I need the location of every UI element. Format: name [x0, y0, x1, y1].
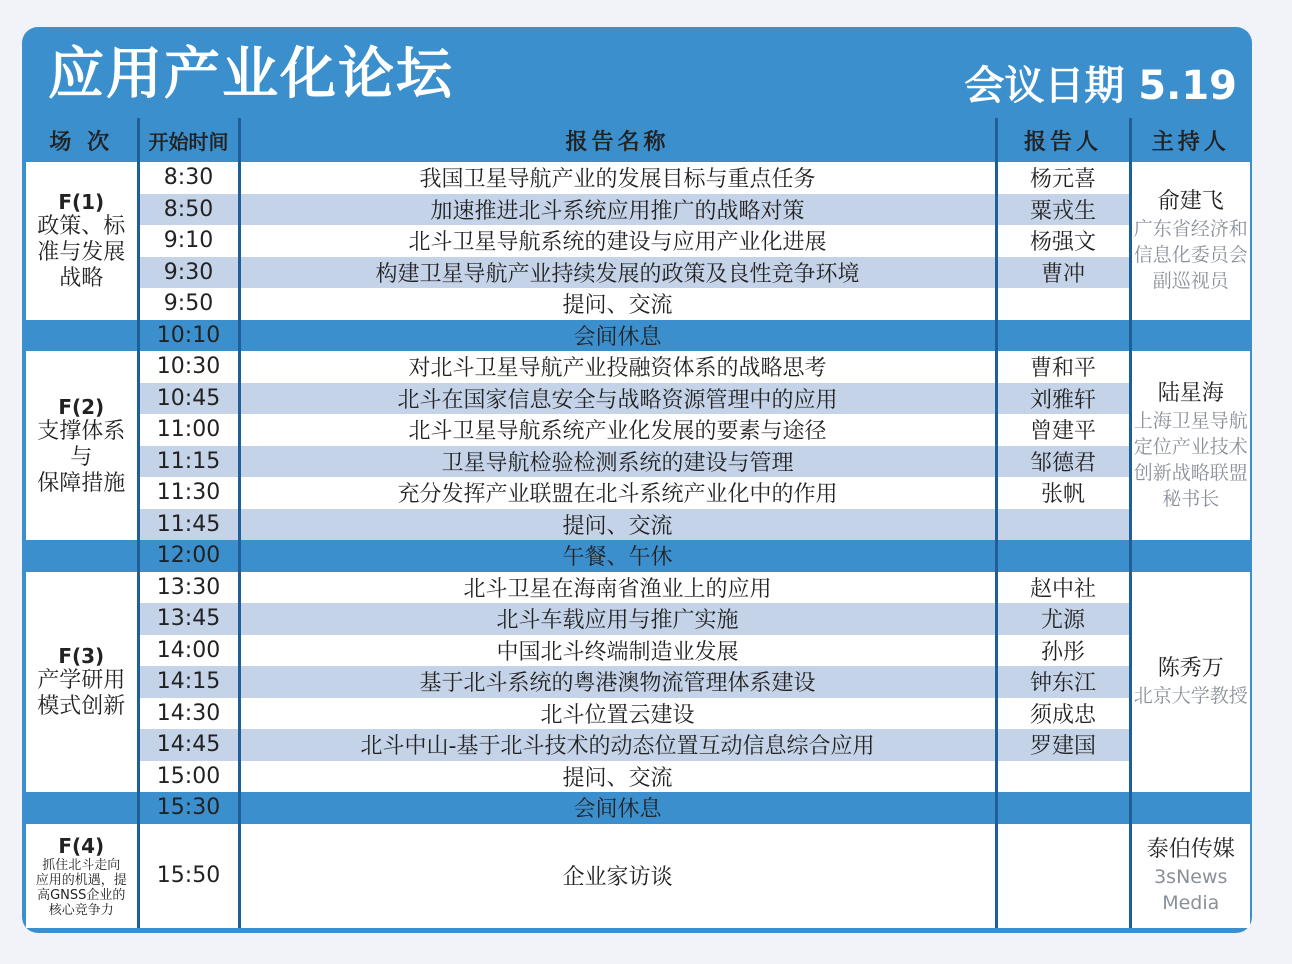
break-label: 会间休息 — [239, 320, 996, 352]
table-row — [26, 257, 1250, 289]
break-row — [26, 540, 1250, 572]
break-time: 10:10 — [138, 320, 239, 352]
session-name: 抓住北斗走向 应用的机遇，提 高GNSS企业的 核心竞争力 — [35, 857, 127, 918]
page-title: 应用产业化论坛 — [48, 42, 454, 107]
speaker-name: 曹和平 — [996, 351, 1130, 383]
table-row — [26, 635, 1250, 667]
table-row — [26, 288, 1250, 320]
column-header-host: 主持人 — [1130, 118, 1250, 162]
start-time: 8:50 — [138, 194, 239, 226]
report-title: 基于北斗系统的粤港澳物流管理体系建设 — [239, 666, 996, 698]
start-time: 11:00 — [138, 414, 239, 446]
speaker-name: 杨强文 — [996, 225, 1130, 257]
table-row — [26, 351, 1250, 383]
break-label: 会间休息 — [239, 792, 996, 824]
start-time: 9:30 — [138, 257, 239, 289]
host-name: 陆星海 — [1157, 380, 1224, 406]
table-row — [26, 698, 1250, 730]
table-row — [26, 761, 1250, 793]
speaker-name: 刘雅轩 — [996, 383, 1130, 415]
report-title: 北斗位置云建设 — [239, 698, 996, 730]
speaker-name: 曹冲 — [996, 257, 1130, 289]
session-name: 支撑体系 与 保障措施 — [37, 418, 126, 496]
start-time: 9:50 — [138, 288, 239, 320]
break-time: 12:00 — [138, 540, 239, 572]
column-header-start-time: 开始时间 — [138, 118, 239, 162]
report-title: 我国卫星导航产业的发展目标与重点任务 — [239, 162, 996, 194]
table-row — [26, 225, 1250, 257]
break-session-cell — [26, 540, 138, 572]
host-name: 泰伯传媒 — [1146, 836, 1235, 862]
speaker-name — [996, 288, 1130, 320]
break-label: 午餐、午休 — [239, 540, 996, 572]
table-row — [26, 162, 1250, 194]
start-time: 10:30 — [138, 351, 239, 383]
start-time: 11:45 — [138, 509, 239, 541]
start-time: 14:00 — [138, 635, 239, 667]
host-cell — [1130, 351, 1250, 540]
break-speaker-cell — [996, 320, 1130, 352]
table-row — [26, 603, 1250, 635]
meeting-date: 会议日期 5.19 — [964, 63, 1237, 109]
start-time: 11:30 — [138, 477, 239, 509]
host-title: 北京大学教授 — [1133, 684, 1248, 707]
session-cell — [26, 351, 138, 540]
column-header-speaker: 报告人 — [996, 118, 1130, 162]
table-row — [26, 509, 1250, 541]
report-title: 北斗卫星在海南省渔业上的应用 — [239, 572, 996, 604]
session-cell — [26, 572, 138, 793]
speaker-name: 赵中社 — [996, 572, 1130, 604]
speaker-name: 曾建平 — [996, 414, 1130, 446]
break-host-cell — [1130, 320, 1250, 352]
start-time: 14:30 — [138, 698, 239, 730]
table-row — [26, 477, 1250, 509]
break-row — [26, 792, 1250, 824]
start-time: 8:30 — [138, 162, 239, 194]
table-row — [26, 446, 1250, 478]
speaker-name — [996, 509, 1130, 541]
report-title: 企业家访谈 — [239, 824, 996, 928]
start-time: 9:10 — [138, 225, 239, 257]
session-code: F(1) — [58, 189, 105, 214]
table-row — [26, 824, 1250, 928]
report-title: 充分发挥产业联盟在北斗系统产业化中的作用 — [239, 477, 996, 509]
report-title: 构建卫星导航产业持续发展的政策及良性竞争环境 — [239, 257, 996, 289]
session-cell — [26, 824, 138, 928]
session-name: 政策、标 准与发展 战略 — [37, 213, 126, 291]
session-cell — [26, 162, 138, 320]
report-title: 北斗车载应用与推广实施 — [239, 603, 996, 635]
speaker-name: 邹德君 — [996, 446, 1130, 478]
start-time: 14:15 — [138, 666, 239, 698]
host-title: 上海卫星导航 定位产业技术 创新战略联盟 秘书长 — [1133, 409, 1248, 510]
table-row — [26, 194, 1250, 226]
speaker-name: 杨元喜 — [996, 162, 1130, 194]
report-title: 中国北斗终端制造业发展 — [239, 635, 996, 667]
report-title: 卫星导航检验检测系统的建设与管理 — [239, 446, 996, 478]
column-header-report-title: 报告名称 — [239, 118, 996, 162]
report-title: 提问、交流 — [239, 761, 996, 793]
host-cell — [1130, 162, 1250, 320]
speaker-name: 罗建国 — [996, 729, 1130, 761]
speaker-name: 粟戎生 — [996, 194, 1130, 226]
break-host-cell — [1130, 540, 1250, 572]
break-session-cell — [26, 792, 138, 824]
table-header-row — [26, 118, 1250, 162]
break-speaker-cell — [996, 540, 1130, 572]
speaker-name: 须成忠 — [996, 698, 1130, 730]
table-row — [26, 729, 1250, 761]
speaker-name — [996, 761, 1130, 793]
break-time: 15:30 — [138, 792, 239, 824]
start-time: 13:45 — [138, 603, 239, 635]
session-code: F(4) — [58, 833, 105, 858]
start-time: 14:45 — [138, 729, 239, 761]
report-title: 北斗在国家信息安全与战略资源管理中的应用 — [239, 383, 996, 415]
host-cell — [1130, 824, 1250, 928]
start-time: 15:50 — [138, 824, 239, 928]
report-title: 北斗卫星导航系统产业化发展的要素与途径 — [239, 414, 996, 446]
start-time: 10:45 — [138, 383, 239, 415]
break-row — [26, 320, 1250, 352]
report-title: 对北斗卫星导航产业投融资体系的战略思考 — [239, 351, 996, 383]
host-title: 3sNews Media — [1154, 865, 1228, 914]
start-time: 15:00 — [138, 761, 239, 793]
report-title: 提问、交流 — [239, 509, 996, 541]
table-row — [26, 572, 1250, 604]
host-name: 陈秀万 — [1157, 655, 1224, 681]
schedule-table — [26, 118, 1250, 928]
report-title: 北斗中山-基于北斗技术的动态位置互动信息综合应用 — [239, 729, 996, 761]
start-time: 13:30 — [138, 572, 239, 604]
speaker-name: 尤源 — [996, 603, 1130, 635]
report-title: 北斗卫星导航系统的建设与应用产业化进展 — [239, 225, 996, 257]
table-row — [26, 383, 1250, 415]
break-session-cell — [26, 320, 138, 352]
session-code: F(2) — [58, 394, 105, 419]
speaker-name — [996, 824, 1130, 928]
table-row — [26, 666, 1250, 698]
host-title: 广东省经济和 信息化委员会 副巡视员 — [1133, 217, 1248, 292]
break-host-cell — [1130, 792, 1250, 824]
session-name: 产学研用 模式创新 — [37, 667, 126, 719]
speaker-name: 孙彤 — [996, 635, 1130, 667]
start-time: 11:15 — [138, 446, 239, 478]
report-title: 加速推进北斗系统应用推广的战略对策 — [239, 194, 996, 226]
speaker-name: 张帆 — [996, 477, 1130, 509]
break-speaker-cell — [996, 792, 1130, 824]
report-title: 提问、交流 — [239, 288, 996, 320]
speaker-name: 钟东江 — [996, 666, 1130, 698]
host-cell — [1130, 572, 1250, 793]
session-code: F(3) — [58, 643, 105, 668]
host-name: 俞建飞 — [1157, 188, 1224, 214]
column-header-session: 场 次 — [26, 118, 138, 162]
table-row — [26, 414, 1250, 446]
